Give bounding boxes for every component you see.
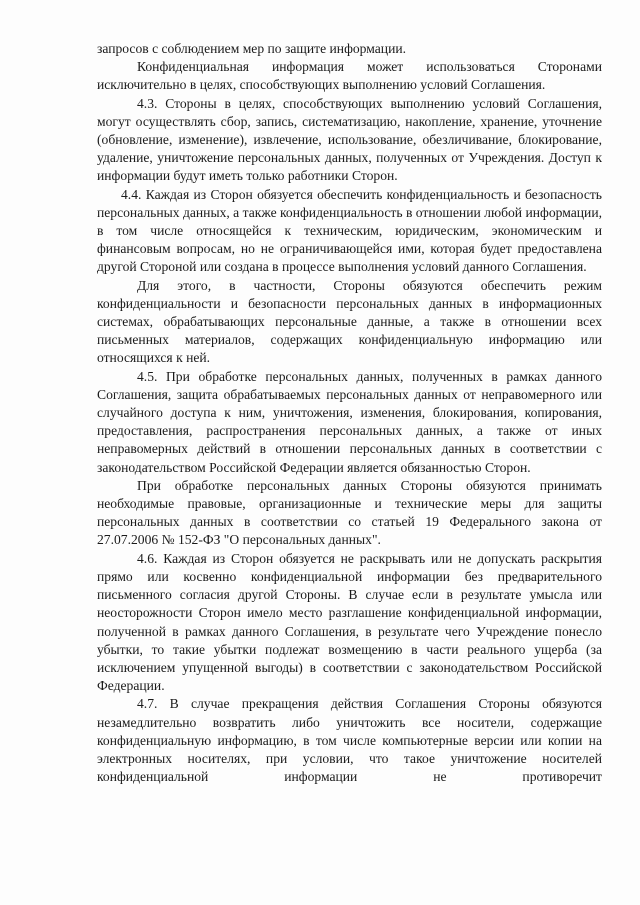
paragraph-4-6: 4.6. Каждая из Сторон обязуется не раскрывать или не допускать раскрытия прямо или косвенно конфиденциальной информации без предварительного письменного согласия другой Стороны. В случае если в результате умысла или неосторожности Сторон имело место разглашение конфиденциальной информации, полученной в рамках данного Соглашения, в результате чего Учреждение понесло убытки, то такие убытки подлежат возмещению в части реального ущерба (за исключением упущенной выгоды) в соответствии с законодательством Российской Федерации. [97, 550, 602, 694]
document-body [97, 40, 602, 786]
paragraph-4-3: 4.3. Стороны в целях, способствующих выполнению условий Соглашения, могут осуществлять сбор, запись, систематизацию, накопление, хранение, уточнение (обновление, изменение), извлечение, использование, обезличивание, блокирование, удаление, уничтожение персональных данных, полученных от Учреждения. Доступ к информации будут иметь только работники Сторон. [97, 95, 602, 184]
paragraph-4-5-measures: При обработке персональных данных Стороны обязуются принимать необходимые правовые, организационные и технические меры для защиты персональных данных в соответствии со статьей 19 Федерального закона от 27.07.2006 № 152-ФЗ "О персональных данных". [97, 477, 602, 548]
paragraph-continuation: запросов с соблюдением мер по защите информации. [97, 41, 407, 56]
paragraph-4-4-regime: Для этого, в частности, Стороны обязуются обеспечить режим конфиденциальности и безопасности персональных данных в информационных системах, обрабатывающих персональные данные, а также в отношении всех письменных материалов, содержащих конфиденциальную информацию или относящихся к ней. [97, 277, 602, 366]
paragraph-confidential-use: Конфиденциальная информация может использоваться Сторонами исключительно в целях, способствующих выполнению условий Соглашения. [97, 59, 602, 93]
paragraph-4-7: 4.7. В случае прекращения действия Соглашения Стороны обязуются незамедлительно возвратить либо уничтожить все носители, содержащие конфиденциальную информацию, в том числе компьютерные версии или копии на электронных носителях, при условии, что такое уничтожение носителей конфиденциальной информации не противоречит [97, 696, 602, 785]
paragraph-4-4: 4.4. Каждая из Сторон обязуется обеспечить конфиденциальность и безопасность персональных данных, а также конфиденциальность в отношении любой информации, в том числе относящейся к техническим, юридическим, экономическим и финансовым вопросам, но не ограничивающейся ими, которая будет предоставлена другой Стороной или создана в процессе выполнения условий данного Соглашения. [97, 186, 602, 275]
paragraph-4-5: 4.5. При обработке персональных данных, полученных в рамках данного Соглашения, защита обрабатываемых персональных данных от неправомерного или случайного доступа к ним, уничтожения, изменения, блокирования, копирования, предоставления, распространения персональных данных, а также от иных неправомерных действий в отношении персональных данных в соответствии с законодательством Российской Федерации является обязанностью Сторон. [97, 368, 602, 475]
